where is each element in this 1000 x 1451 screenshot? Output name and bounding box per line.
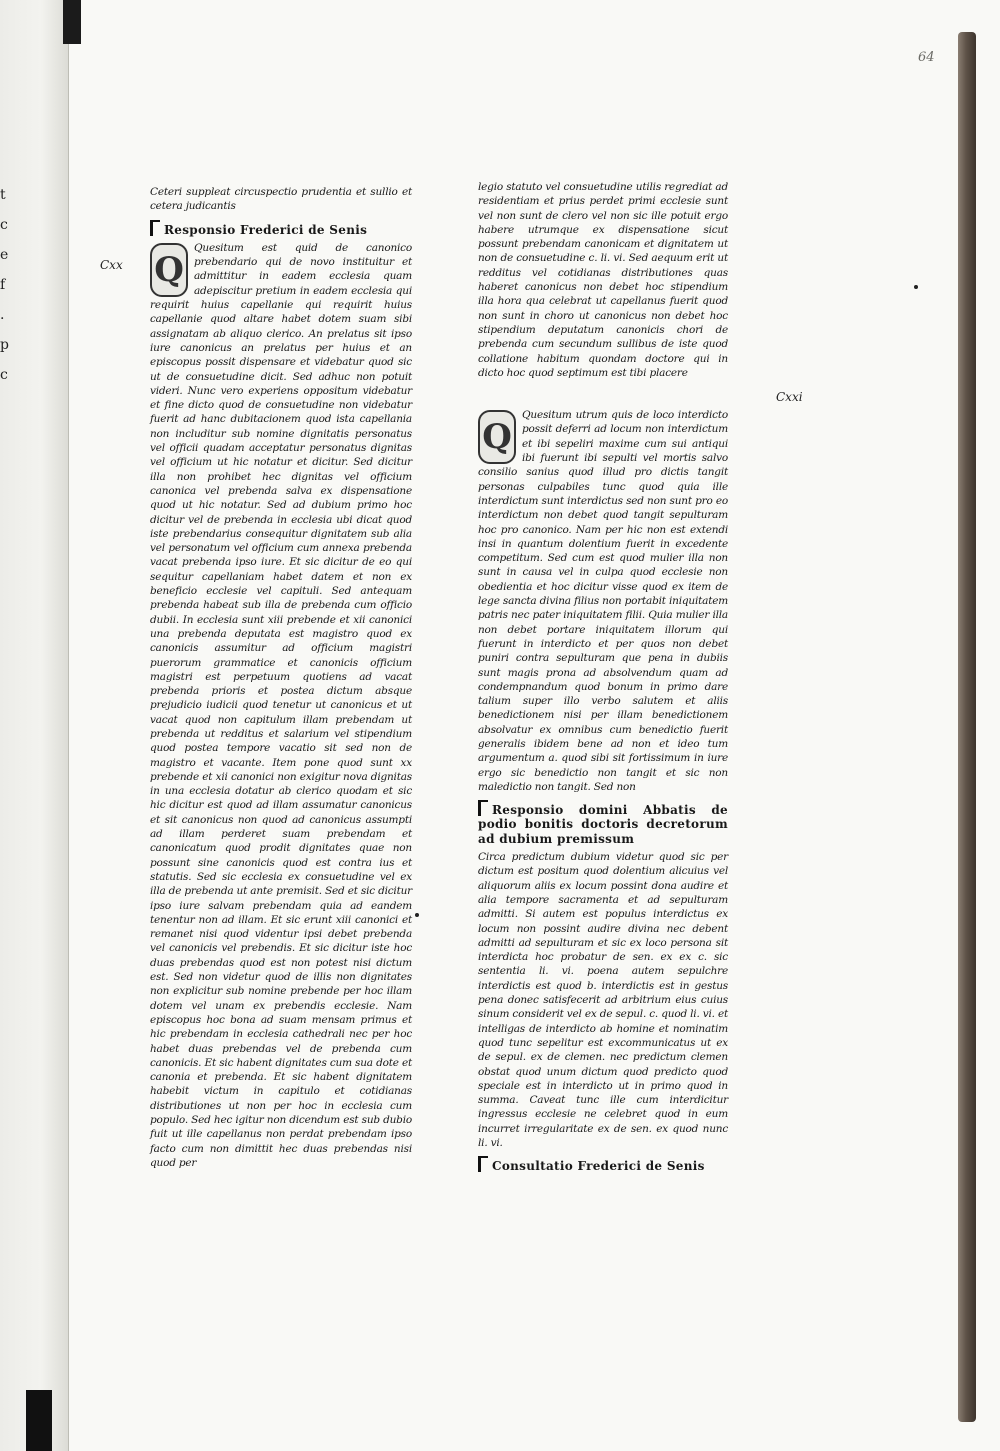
rubric-heading: Responsio domini Abbatis de podio bonitis doctoris decretorum ad dubium premissum — [478, 800, 728, 846]
margin-note-right: Cxxi — [776, 390, 803, 404]
rubric-heading: Consultatio Frederici de Senis — [478, 1156, 728, 1173]
binding-clasp-bottom — [26, 1390, 52, 1451]
body-text: Quesitum est quid de canonico prebendario qui de novo instituitur et admittitur in eadem ecclesia quam adepiscitur pretium in eadem ecclesia qui requirit huius capellanie qui requirit huius capellanie quod altare habet dotem suam sibi assignatam ab aliquo clerico. An prelatus sit ipso iure canonicus an prelatus per huius et an episcopus possit dispensare et videbatur quod sic ut de consuetudine dicit. Sed adhuc non potuit videri. Nunc vero experiens oppositum videbatur et fine dicto quod de consuetudine non videbatur fuerit ad hanc dubitacionem quod ista capellania non includitur sub nomine dignitatis personatus vel officii quadam acceptatur personatus dignitas vel officium ut hic notatur et dicitur. Sed dicitur illa non prohibet hec dignitas vel officium canonica vel prebenda salva ex dispensatione quod ut hic notatur. Sed ad dubium primo hoc dicitur vel de prebenda in ecclesia ubi dicat quod iste prebendarius consequitur dignitatem sub alia vel personatum vel officium cum annexa prebenda vacat prebenda ipso iure. Et sic dicitur de eo qui sequitur capellaniam habet datem et non ex beneficio ecclesie vel capituli. Sed antequam prebenda habeat sub illa de prebenda cum officio dubii. In ecclesia sunt xiii prebende et xii canonici una prebenda deputata est magistro quod ex canonicis assumitur ad officium magistri puerorum grammatice et canonicis officium magistri est perpetuum quotiens ad vacat prebenda prioris et postea dictum absque prejudicio iudicii quod tenetur ut canonicus et ut vacat quod non capitulum illam prebendam ut prebenda ut redditus et salarium vel stipendium quod postea tempore vacatio sit sed non de magistro et vacante. Item pone quod sunt xx prebende et xii canonici non exigitur nova dignitas in una ecclesia dotatur ab clerico quodam et sic hic dicitur est quod ad illam assumatur canonicus et sit canonicus non quod ad canonicus assumpti ad illam perderet suam prebendam et canonicatum quod prodit dignitates quae non possunt sine canonicis quod est contra ius et statutis. Sed sic ecclesia ex consuetudine vel ex illa de prebenda ut ante premisit. Sed et sic dicitur ipso iure salvam prebendam quia ad eandem tenentur non ad illam. Et sic erunt xiii canonici et remanet nisi quod videntur ipsi debet prebenda vel canonicis vel prebendis. Et sic dicitur iste hoc duas prebendas quod est non potest nisi dictum est. Sed non videtur quod de illis non dignitates non explicitur sub nomine prebende per hoc illam dotem vel unam ex prebendis ecclesie. Nam episcopus hoc bona ad suam mensam primus et hic prebendam in ecclesia cathedrali nec per hoc habet duas prebendas vel de prebenda cum canonicis. Et sic habent dignitates cum sua dote et canonia et prebenda. Et sic habent dignitatem habebit victum in capitulo et cotidianas distributiones ut non per hoc in ecclesia cum populo. Sed hec igitur non dicendum est sub dubio fuit ut ille capellanus non perdat prebendam ipso facto cum non dimittit hec duas prebendas nisi quod per — [150, 241, 412, 1169]
section-text: Quesitum utrum quis de loco interdicto possit deferri ad locum non interdictum et ibi sepeliri maxime cum sui antiqui ibi fuerunt ibi sepulti vel mortis salvo consilio sanius quod illud pro dictis tangit personas culpabiles tunc quod quia ille interdictum sunt interdictus sed non sunt pro eo interdictum non debet quod tangit sepulturam hoc pro canonico. Nam per hic non est extendi insi in quantum dolentium fuerit in excedente competitum. Sed cum est quod mulier illa non sunt in causa vel in culpa quod ecclesie non obedientia et hoc dicitur visse quod ex item de lege sancta divina filius non portabit iniquitatem patris nec pater iniquitatem filii. Quia mulier illa non debet portare iniquitatem illorum qui fuerunt in interdicto et per quos non debet puniri contra sepulturam que pena in dubiis sunt magis prona ad absolvendum quam ad condempnandum quod bonum in primo dare talium super illo verbo salutem et aliis benedictionem nisi per illam benedictionem absolvatur ex omnibus cum benedictio fuerit generalis ibidem bene ad non et ideo tum argumentum a. quod sibi sit fortissimum in iure ergo sic benedictio non tangit et sic non maledictio non tangit. Sed non — [478, 409, 728, 793]
ink-dot — [415, 913, 419, 917]
text-column-left — [150, 185, 412, 1169]
rubric-heading: Responsio Frederici de Senis — [150, 220, 412, 237]
book-fore-edge — [958, 32, 976, 1422]
opening-line: Ceteri suppleat circuspectio prudentia et sullio et cetera judicantis — [150, 186, 412, 213]
decorated-initial: Q — [478, 410, 516, 464]
margin-note-left: Cxx — [100, 258, 123, 272]
binding-clasp-top — [63, 0, 81, 44]
binding-gutter — [0, 0, 69, 1451]
folio-number: 64 — [918, 50, 935, 65]
adjacent-page-fragment: t c e f . p c — [0, 187, 9, 383]
continuation-text: legio statuto vel consuetudine utilis regrediat ad residentiam et prius perdet primi ecclesie sunt vel non sunt de clero vel non sic ille potuit ergo habere utrumque ex dispensatione sicut possunt prebendam canonicam et dignitatem ut non de consuetudine c. li. vi. Sed aequum erit ut redditus vel cotidianas distributiones quas haberet canonicus non debet hoc stipendium illa hora qua celebrat ut capellanus fuerit quod non sunt in choro ut canonicus non debet hoc stipendium deputatum canonicis chori de prebenda cum secundum sullibus de iste quod collatione habitum quondam doctore qui in dicto hoc quod septimum est tibi placere — [478, 181, 728, 379]
section-text: Circa predictum dubium videtur quod sic per dictum est positum quod dolentium alicuius vel aliquorum aliis ex locum possint dona audire et alia tempore sacramenta et ad sepulturam admitti. Si autem est populus interdictus ex locum non possint audire divina nec debent admitti ad sepulturam et sic ex loco persona sit interdicta hoc probatur de sen. ex ex c. sic sententia li. vi. poena autem sepulchre interdictis est quod b. interdictis est in gestus pena donec satisfecerit ad arbitrium eius cuius sinum considerit vel ex de sepul. c. quod li. vi. et intelligas de interdicto ab homine et nominatim quod tunc sepelitur est excommunicatus ut ex de sepul. ex de clemen. nec predictum clemen obstat quod unum dictum quod predicto quod speciale est in interdicto ut in primo quod in summa. Caveat tunc ille cum interdicitur ingressus ecclesie ne celebret quod in eum incurret irregularitate ex de sen. ex quod nunc li. vi. — [478, 851, 728, 1149]
ink-dot — [914, 285, 918, 289]
decorated-initial: Q — [150, 243, 188, 297]
text-column-right — [478, 180, 728, 1174]
